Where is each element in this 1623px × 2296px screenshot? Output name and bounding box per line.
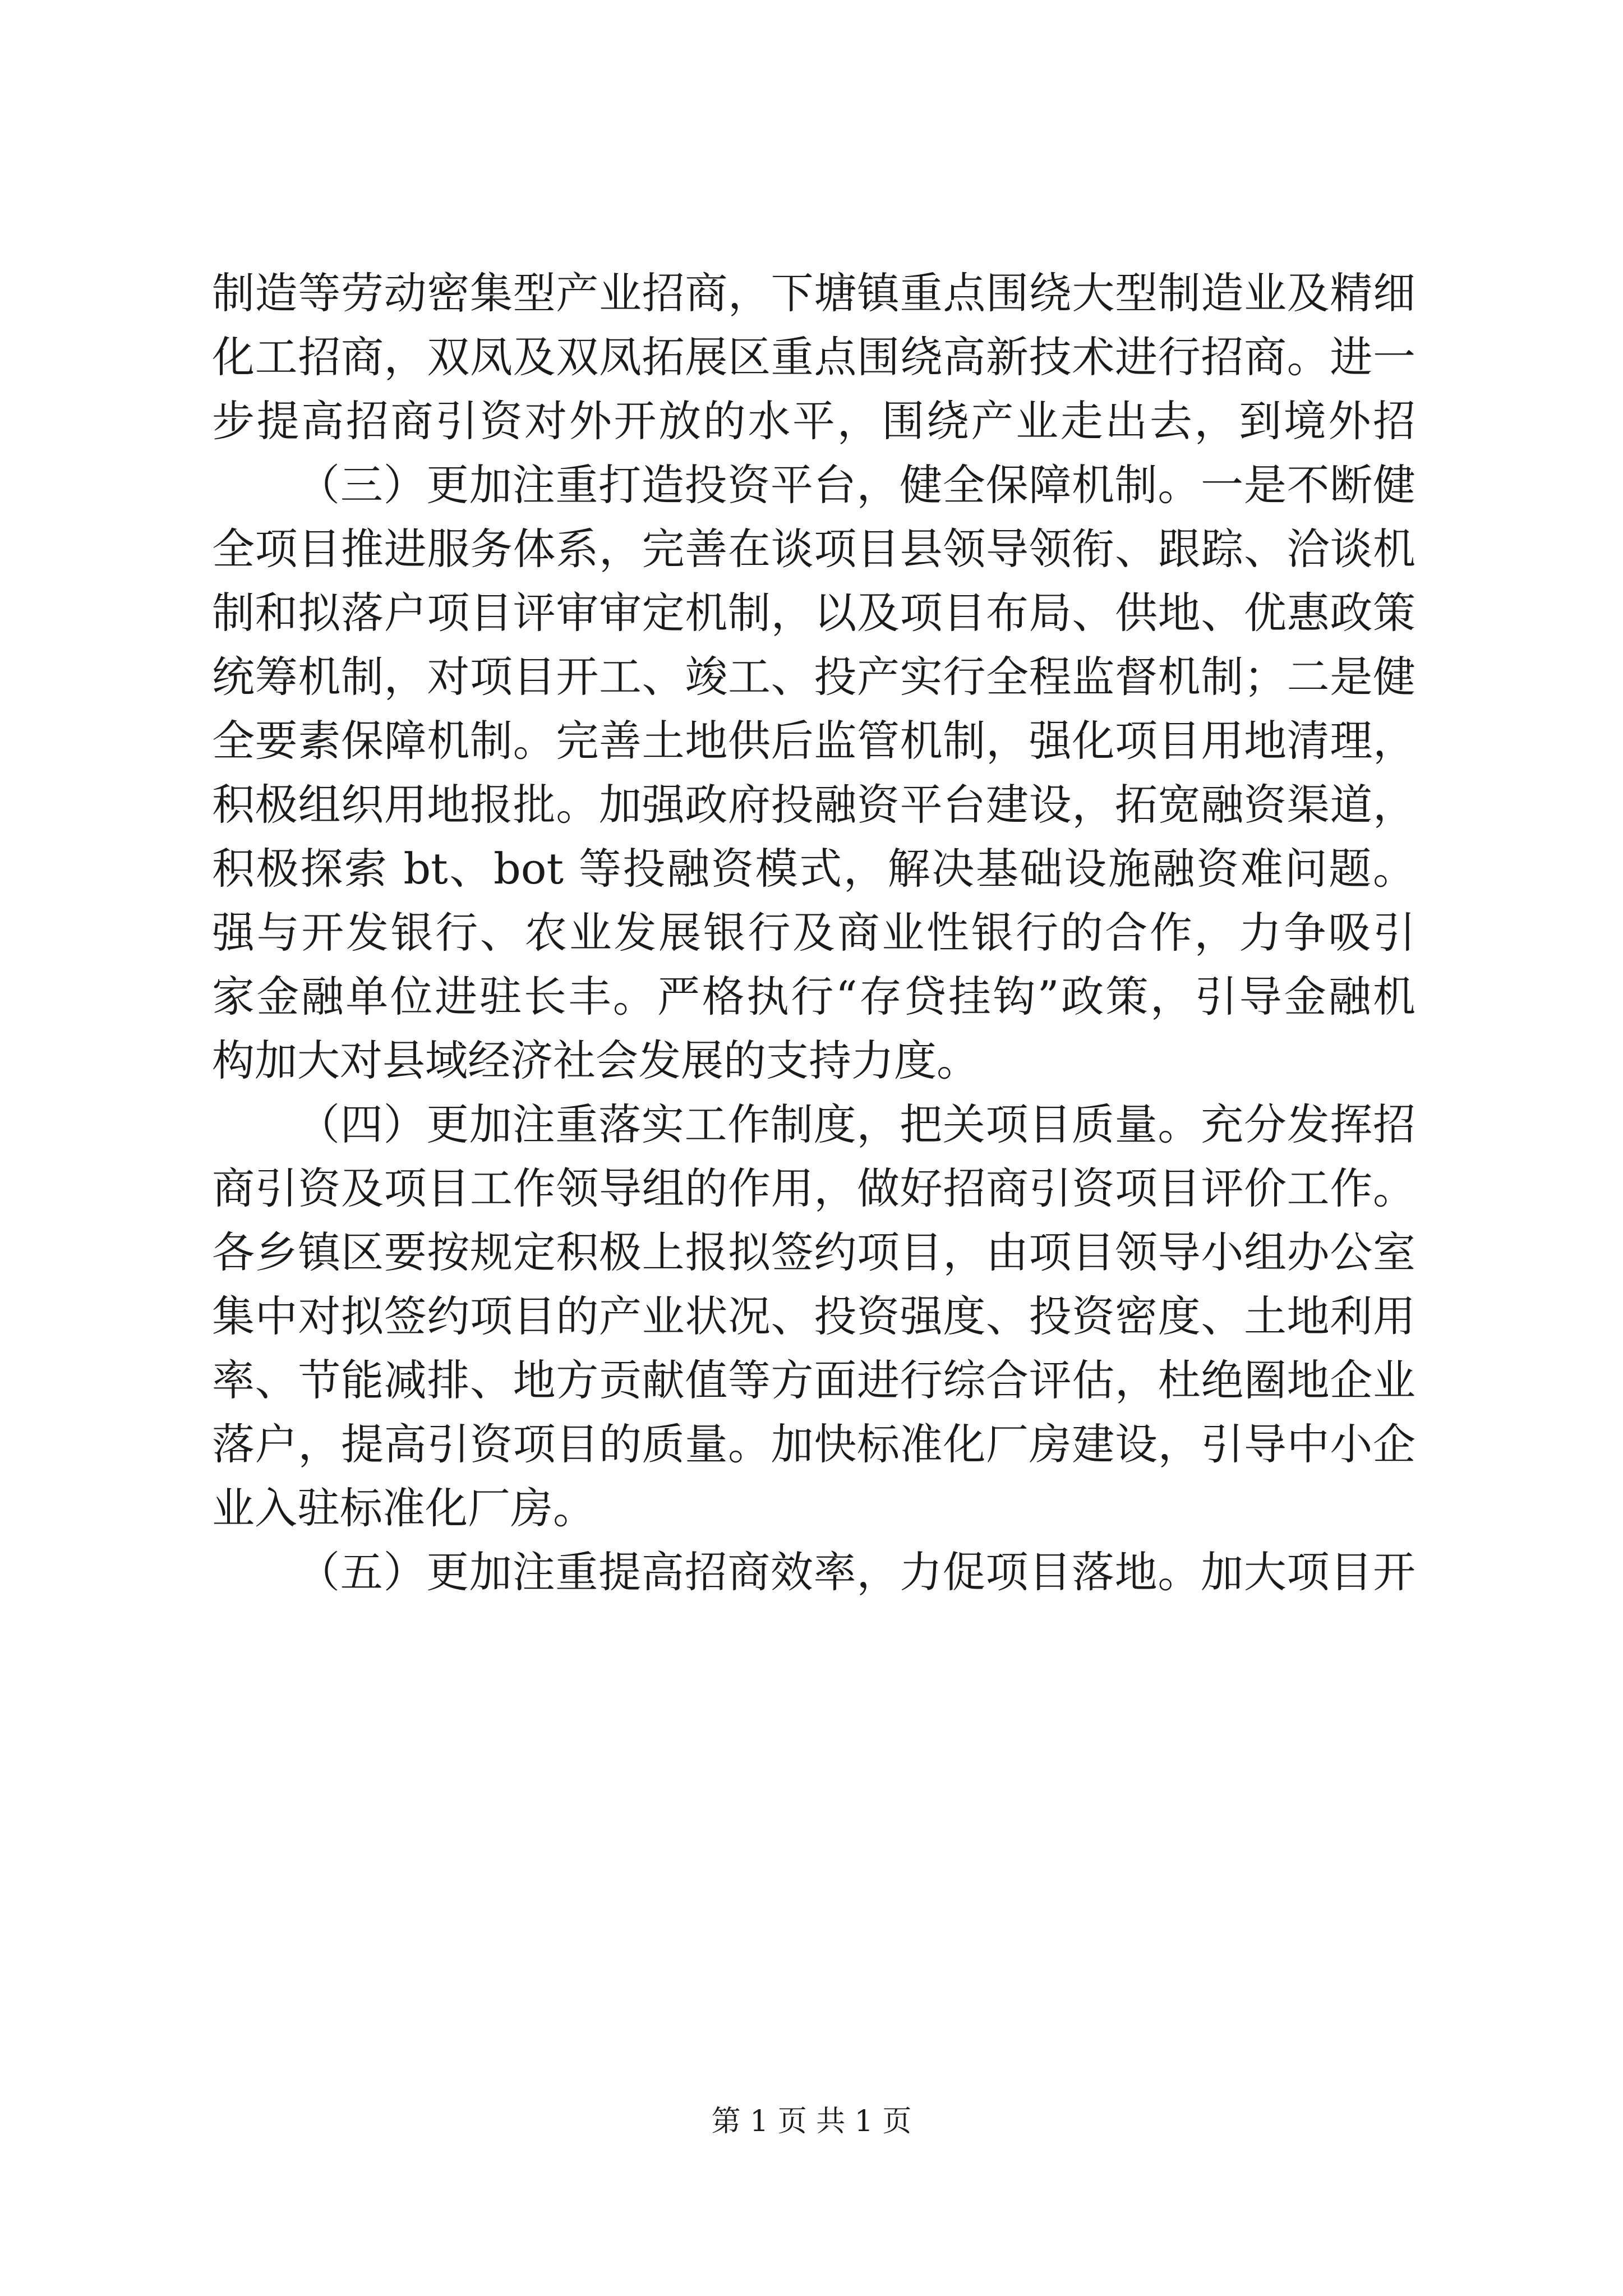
page-footer	[0, 2102, 1623, 2141]
text-line: 落户，提高引资项目的质量。加快标准化厂房建设，引导中小企	[212, 1419, 1415, 1469]
text-line: 制造等劳动密集型产业招商，下塘镇重点围绕大型制造业及精细	[212, 268, 1415, 318]
text-line: 统筹机制，对项目开工、竣工、投产实行全程监督机制；二是健	[212, 652, 1415, 702]
text-line: 家金融单位进驻长丰。严格执行“存贷挂钩”政策，引导金融机	[212, 972, 1415, 1022]
text-line: 制和拟落户项目评审审定机制，以及项目布局、供地、优惠政策	[212, 588, 1415, 638]
text-line: 步提高招商引资对外开放的水平，围绕产业走出去，到境外招	[212, 396, 1415, 446]
text-line: 全项目推进服务体系，完善在谈项目县领导领衔、跟踪、洽谈机	[212, 524, 1415, 574]
text-line: 各乡镇区要按规定积极上报拟签约项目，由项目领导小组办公室	[212, 1227, 1415, 1277]
text-line: 积极组织用地报批。加强政府投融资平台建设，拓宽融资渠道，	[212, 780, 1415, 830]
text-line: 积极探索 bt、bot 等投融资模式，解决基础设施融资难问题。	[212, 844, 1415, 894]
text-line: 商引资及项目工作领导组的作用，做好招商引资项目评价工作。	[212, 1163, 1415, 1213]
text-line: 化工招商，双凤及双凤拓展区重点围绕高新技术进行招商。进一	[212, 332, 1415, 382]
body-text	[212, 261, 1415, 1604]
section-heading-line: （五）更加注重提高招商效率，力促项目落地。加大项目开	[297, 1547, 1415, 1597]
text-line: 强与开发银行、农业发展银行及商业性银行的合作，力争吸引	[212, 908, 1415, 958]
text-line: 率、节能减排、地方贡献值等方面进行综合评估，杜绝圈地企业	[212, 1355, 1415, 1405]
text-line: 全要素保障机制。完善土地供后监管机制，强化项目用地清理，	[212, 716, 1415, 766]
text-line: 业入驻标准化厂房。	[212, 1483, 596, 1533]
section-heading-line: （三）更加注重打造投资平台，健全保障机制。一是不断健	[297, 460, 1415, 510]
page-number: 第 1 页 共 1 页	[711, 2105, 912, 2138]
section-heading-line: （四）更加注重落实工作制度，把关项目质量。充分发挥招	[297, 1099, 1415, 1149]
text-line: 构加大对县域经济社会发展的支持力度。	[212, 1036, 979, 1085]
text-line: 集中对拟签约项目的产业状况、投资强度、投资密度、土地利用	[212, 1291, 1415, 1341]
